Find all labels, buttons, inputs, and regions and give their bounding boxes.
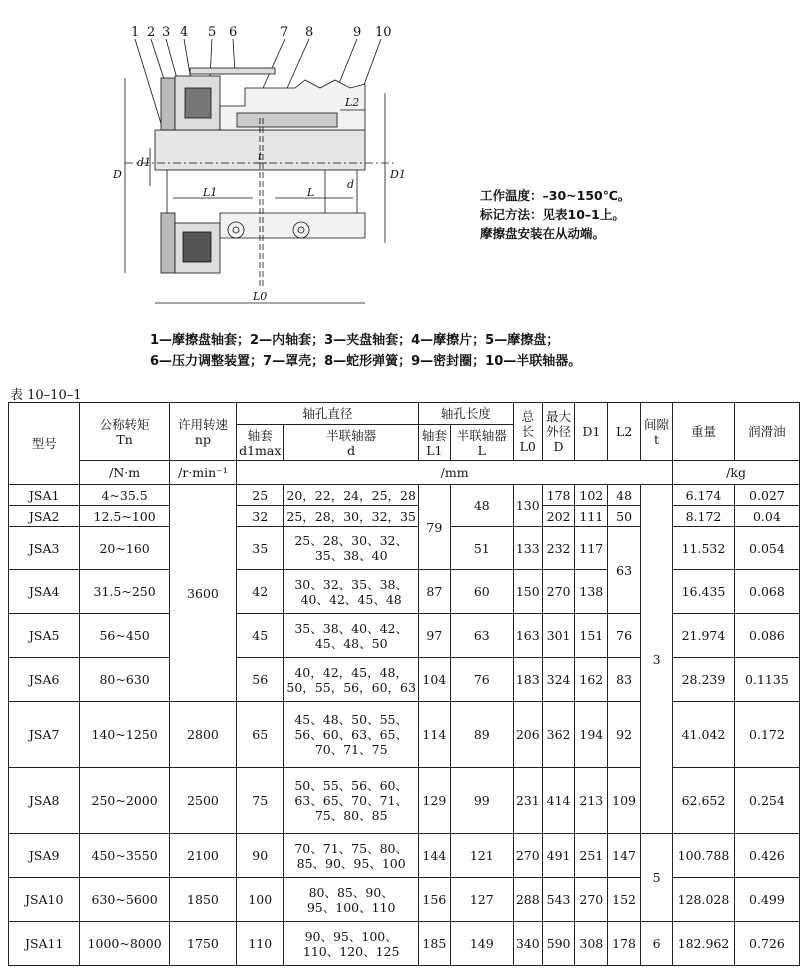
cell-D1: 151 (575, 614, 608, 658)
cell-D1: 213 (575, 768, 608, 834)
header-half: 半联轴器 d (284, 425, 419, 461)
cell-D: 362 (542, 702, 575, 768)
cell-oil: 0.1135 (734, 658, 799, 702)
cell-L1: 87 (418, 570, 450, 614)
cell-L1: 79 (418, 485, 450, 570)
cell-L2: 76 (608, 614, 641, 658)
cell-D: 232 (542, 527, 575, 570)
cell-weight: 128.028 (673, 878, 735, 922)
cell-L: 63 (450, 614, 513, 658)
cell-L2: 152 (608, 878, 641, 922)
cell-oil: 0.054 (734, 527, 799, 570)
cell-weight: 182.962 (673, 922, 735, 966)
cell-oil: 0.086 (734, 614, 799, 658)
cell-d1max: 32 (237, 506, 284, 527)
cell-torque: 12.5~100 (80, 506, 169, 527)
cell-L1: 185 (418, 922, 450, 966)
cell-d: 40，42，45，48， 50，55，56，60，63 (284, 658, 419, 702)
cell-torque: 140~1250 (80, 702, 169, 768)
cell-weight: 16.435 (673, 570, 735, 614)
cell-d1max: 75 (237, 768, 284, 834)
header-len-sleeve: 轴套 L1 (418, 425, 450, 461)
cell-L0: 340 (513, 922, 542, 966)
header-weight: 重量 (673, 403, 735, 461)
parts-legend (150, 330, 581, 372)
cell-d1max: 110 (237, 922, 284, 966)
cell-gap: 5 (640, 834, 672, 922)
cell-d: 45、48、50、55、 56、60、63、65、 70、71、75 (284, 702, 419, 768)
cell-D: 178 (542, 485, 575, 506)
note-mounting: 摩擦盘安装在从动端。 (480, 226, 606, 241)
cell-L2: 48 (608, 485, 641, 506)
cell-weight: 41.042 (673, 702, 735, 768)
callout-9: 9 (353, 25, 362, 40)
callout-3: 3 (162, 25, 171, 40)
cell-D: 590 (542, 922, 575, 966)
cell-speed: 1750 (169, 922, 236, 966)
cell-D1: 251 (575, 834, 608, 878)
dim-L0: L0 (253, 290, 268, 303)
cell-oil: 0.068 (734, 570, 799, 614)
dim-d1: d1 (137, 156, 152, 169)
note-marking: 标记方法：见表10–1上。 (480, 207, 625, 222)
callout-7: 7 (280, 25, 289, 40)
cell-speed: 2100 (169, 834, 236, 878)
cell-L: 127 (450, 878, 513, 922)
cell-D: 414 (542, 768, 575, 834)
cell-model: JSA1 (9, 485, 80, 506)
cell-L1: 129 (418, 768, 450, 834)
cell-L: 89 (450, 702, 513, 768)
unit-torque: /N·m (80, 461, 169, 485)
cell-L0: 206 (513, 702, 542, 768)
cell-model: JSA6 (9, 658, 80, 702)
header-torque: 公称转矩 Tn (80, 403, 169, 461)
legend-line-1: 1—摩擦盘轴套；2—内轴套；3—夹盘轴套；4—摩擦片；5—摩擦盘； (150, 333, 560, 348)
header-bore-diameter: 轴孔直径 (237, 403, 419, 425)
cell-L0: 163 (513, 614, 542, 658)
cell-torque: 450~3550 (80, 834, 169, 878)
cell-d1max: 90 (237, 834, 284, 878)
unit-kg: /kg (673, 461, 800, 485)
cell-oil: 0.027 (734, 485, 799, 506)
header-L2: L2 (608, 403, 641, 461)
cell-L1: 97 (418, 614, 450, 658)
cell-model: JSA7 (9, 702, 80, 768)
unit-speed: /r·min⁻¹ (169, 461, 236, 485)
cell-d1max: 25 (237, 485, 284, 506)
cell-d1max: 42 (237, 570, 284, 614)
cell-oil: 0.254 (734, 768, 799, 834)
cell-D1: 162 (575, 658, 608, 702)
cell-D: 543 (542, 878, 575, 922)
cell-weight: 62.652 (673, 768, 735, 834)
cell-D1: 138 (575, 570, 608, 614)
cell-oil: 0.04 (734, 506, 799, 527)
cell-L: 149 (450, 922, 513, 966)
callout-4: 4 (180, 25, 189, 40)
cell-L: 121 (450, 834, 513, 878)
dim-D1: D1 (390, 168, 406, 181)
cell-weight: 6.174 (673, 485, 735, 506)
cell-weight: 11.532 (673, 527, 735, 570)
cell-L0: 231 (513, 768, 542, 834)
cell-weight: 21.974 (673, 614, 735, 658)
cell-d1max: 35 (237, 527, 284, 570)
header-max-diameter: 最大外径 D (542, 403, 575, 461)
spec-table (8, 402, 800, 966)
header-len-half: 半联轴器 L (450, 425, 513, 461)
cell-D1: 117 (575, 527, 608, 570)
cell-L: 48 (450, 485, 513, 527)
cell-weight: 8.172 (673, 506, 735, 527)
cell-model: JSA5 (9, 614, 80, 658)
cell-L0: 183 (513, 658, 542, 702)
dim-D: D (113, 168, 122, 181)
cell-D: 324 (542, 658, 575, 702)
cell-oil: 0.426 (734, 834, 799, 878)
legend-line-2: 6—压力调整装置；7—罩壳；8—蛇形弹簧；9—密封圈；10—半联轴器。 (150, 354, 582, 369)
cell-d: 90、95、100、 110、120、125 (284, 922, 419, 966)
cell-model: JSA10 (9, 878, 80, 922)
cell-L0: 133 (513, 527, 542, 570)
cell-model: JSA9 (9, 834, 80, 878)
header-model: 型号 (9, 403, 80, 485)
dim-L1: L1 (203, 186, 218, 199)
cell-L1: 144 (418, 834, 450, 878)
cell-torque: 630~5600 (80, 878, 169, 922)
callout-2: 2 (147, 25, 156, 40)
cell-speed: 1850 (169, 878, 236, 922)
dim-t: t (258, 150, 263, 163)
cell-d: 35、38、40、42、 45、48、50 (284, 614, 419, 658)
cell-L: 99 (450, 768, 513, 834)
cell-model: JSA4 (9, 570, 80, 614)
cell-d: 25，28，30，32，35 (284, 506, 419, 527)
cell-d: 50、55、56、60、 63、65、70、71、 75、80、85 (284, 768, 419, 834)
cell-torque: 250~2000 (80, 768, 169, 834)
cell-D: 270 (542, 570, 575, 614)
cell-torque: 80~630 (80, 658, 169, 702)
header-sleeve: 轴套 d1max (237, 425, 284, 461)
header-D1: D1 (575, 403, 608, 461)
cell-L1: 104 (418, 658, 450, 702)
header-bore-length: 轴孔长度 (418, 403, 513, 425)
coupling-section-drawing (95, 18, 425, 313)
cell-speed: 3600 (169, 485, 236, 702)
cell-torque: 1000~8000 (80, 922, 169, 966)
cell-d: 25、28、30、32、 35、38、40 (284, 527, 419, 570)
cell-D1: 111 (575, 506, 608, 527)
cell-d: 20，22，24，25，28 (284, 485, 419, 506)
cell-d1max: 56 (237, 658, 284, 702)
header-speed: 许用转速 np (169, 403, 236, 461)
cell-speed: 2500 (169, 768, 236, 834)
cell-d: 70、71、75、80、 85、90、95、100 (284, 834, 419, 878)
cell-D1: 102 (575, 485, 608, 506)
cell-L0: 130 (513, 485, 542, 527)
cell-gap: 3 (640, 485, 672, 834)
cell-D: 491 (542, 834, 575, 878)
cell-L2: 50 (608, 506, 641, 527)
callout-8: 8 (305, 25, 314, 40)
cell-L: 76 (450, 658, 513, 702)
cell-model: JSA3 (9, 527, 80, 570)
cell-d: 80、85、90、 95、100、110 (284, 878, 419, 922)
cell-weight: 28.239 (673, 658, 735, 702)
cell-L2: 178 (608, 922, 641, 966)
cell-L1: 114 (418, 702, 450, 768)
cell-L0: 150 (513, 570, 542, 614)
header-gap: 间隙 t (640, 403, 672, 461)
notes (480, 186, 630, 243)
cell-L2: 92 (608, 702, 641, 768)
cell-L2: 63 (608, 527, 641, 614)
header-oil: 润滑油 (734, 403, 799, 461)
cell-L0: 288 (513, 878, 542, 922)
dim-d: d (347, 178, 355, 191)
table-caption: 表 10–10–1 (10, 388, 82, 403)
cell-speed: 2800 (169, 702, 236, 768)
cell-D: 202 (542, 506, 575, 527)
cell-D: 301 (542, 614, 575, 658)
cell-model: JSA11 (9, 922, 80, 966)
cell-d1max: 65 (237, 702, 284, 768)
cell-torque: 56~450 (80, 614, 169, 658)
cell-gap: 6 (640, 922, 672, 966)
cell-D1: 308 (575, 922, 608, 966)
callout-6: 6 (229, 25, 238, 40)
cell-oil: 0.726 (734, 922, 799, 966)
cell-d1max: 45 (237, 614, 284, 658)
cell-weight: 100.788 (673, 834, 735, 878)
cell-L1: 156 (418, 878, 450, 922)
cell-oil: 0.499 (734, 878, 799, 922)
cell-L2: 147 (608, 834, 641, 878)
cell-model: JSA2 (9, 506, 80, 527)
cell-torque: 4~35.5 (80, 485, 169, 506)
cell-L0: 270 (513, 834, 542, 878)
cell-torque: 31.5~250 (80, 570, 169, 614)
callout-10: 10 (375, 25, 392, 40)
cell-L: 51 (450, 527, 513, 570)
cell-oil: 0.172 (734, 702, 799, 768)
cell-L2: 109 (608, 768, 641, 834)
header-total-length: 总长 L0 (513, 403, 542, 461)
callout-5: 5 (208, 25, 217, 40)
dim-L: L (307, 186, 315, 199)
cell-d: 30、32、35、38、 40、42、45、48 (284, 570, 419, 614)
cell-L2: 83 (608, 658, 641, 702)
dim-L2: L2 (345, 96, 360, 109)
cell-D1: 194 (575, 702, 608, 768)
cell-torque: 20~160 (80, 527, 169, 570)
note-temperature: 工作温度：–30~150℃。 (480, 188, 631, 203)
cell-model: JSA8 (9, 768, 80, 834)
cell-d1max: 100 (237, 878, 284, 922)
callout-1: 1 (131, 25, 140, 40)
cell-D1: 270 (575, 878, 608, 922)
cell-L: 60 (450, 570, 513, 614)
unit-mm: /mm (237, 461, 673, 485)
